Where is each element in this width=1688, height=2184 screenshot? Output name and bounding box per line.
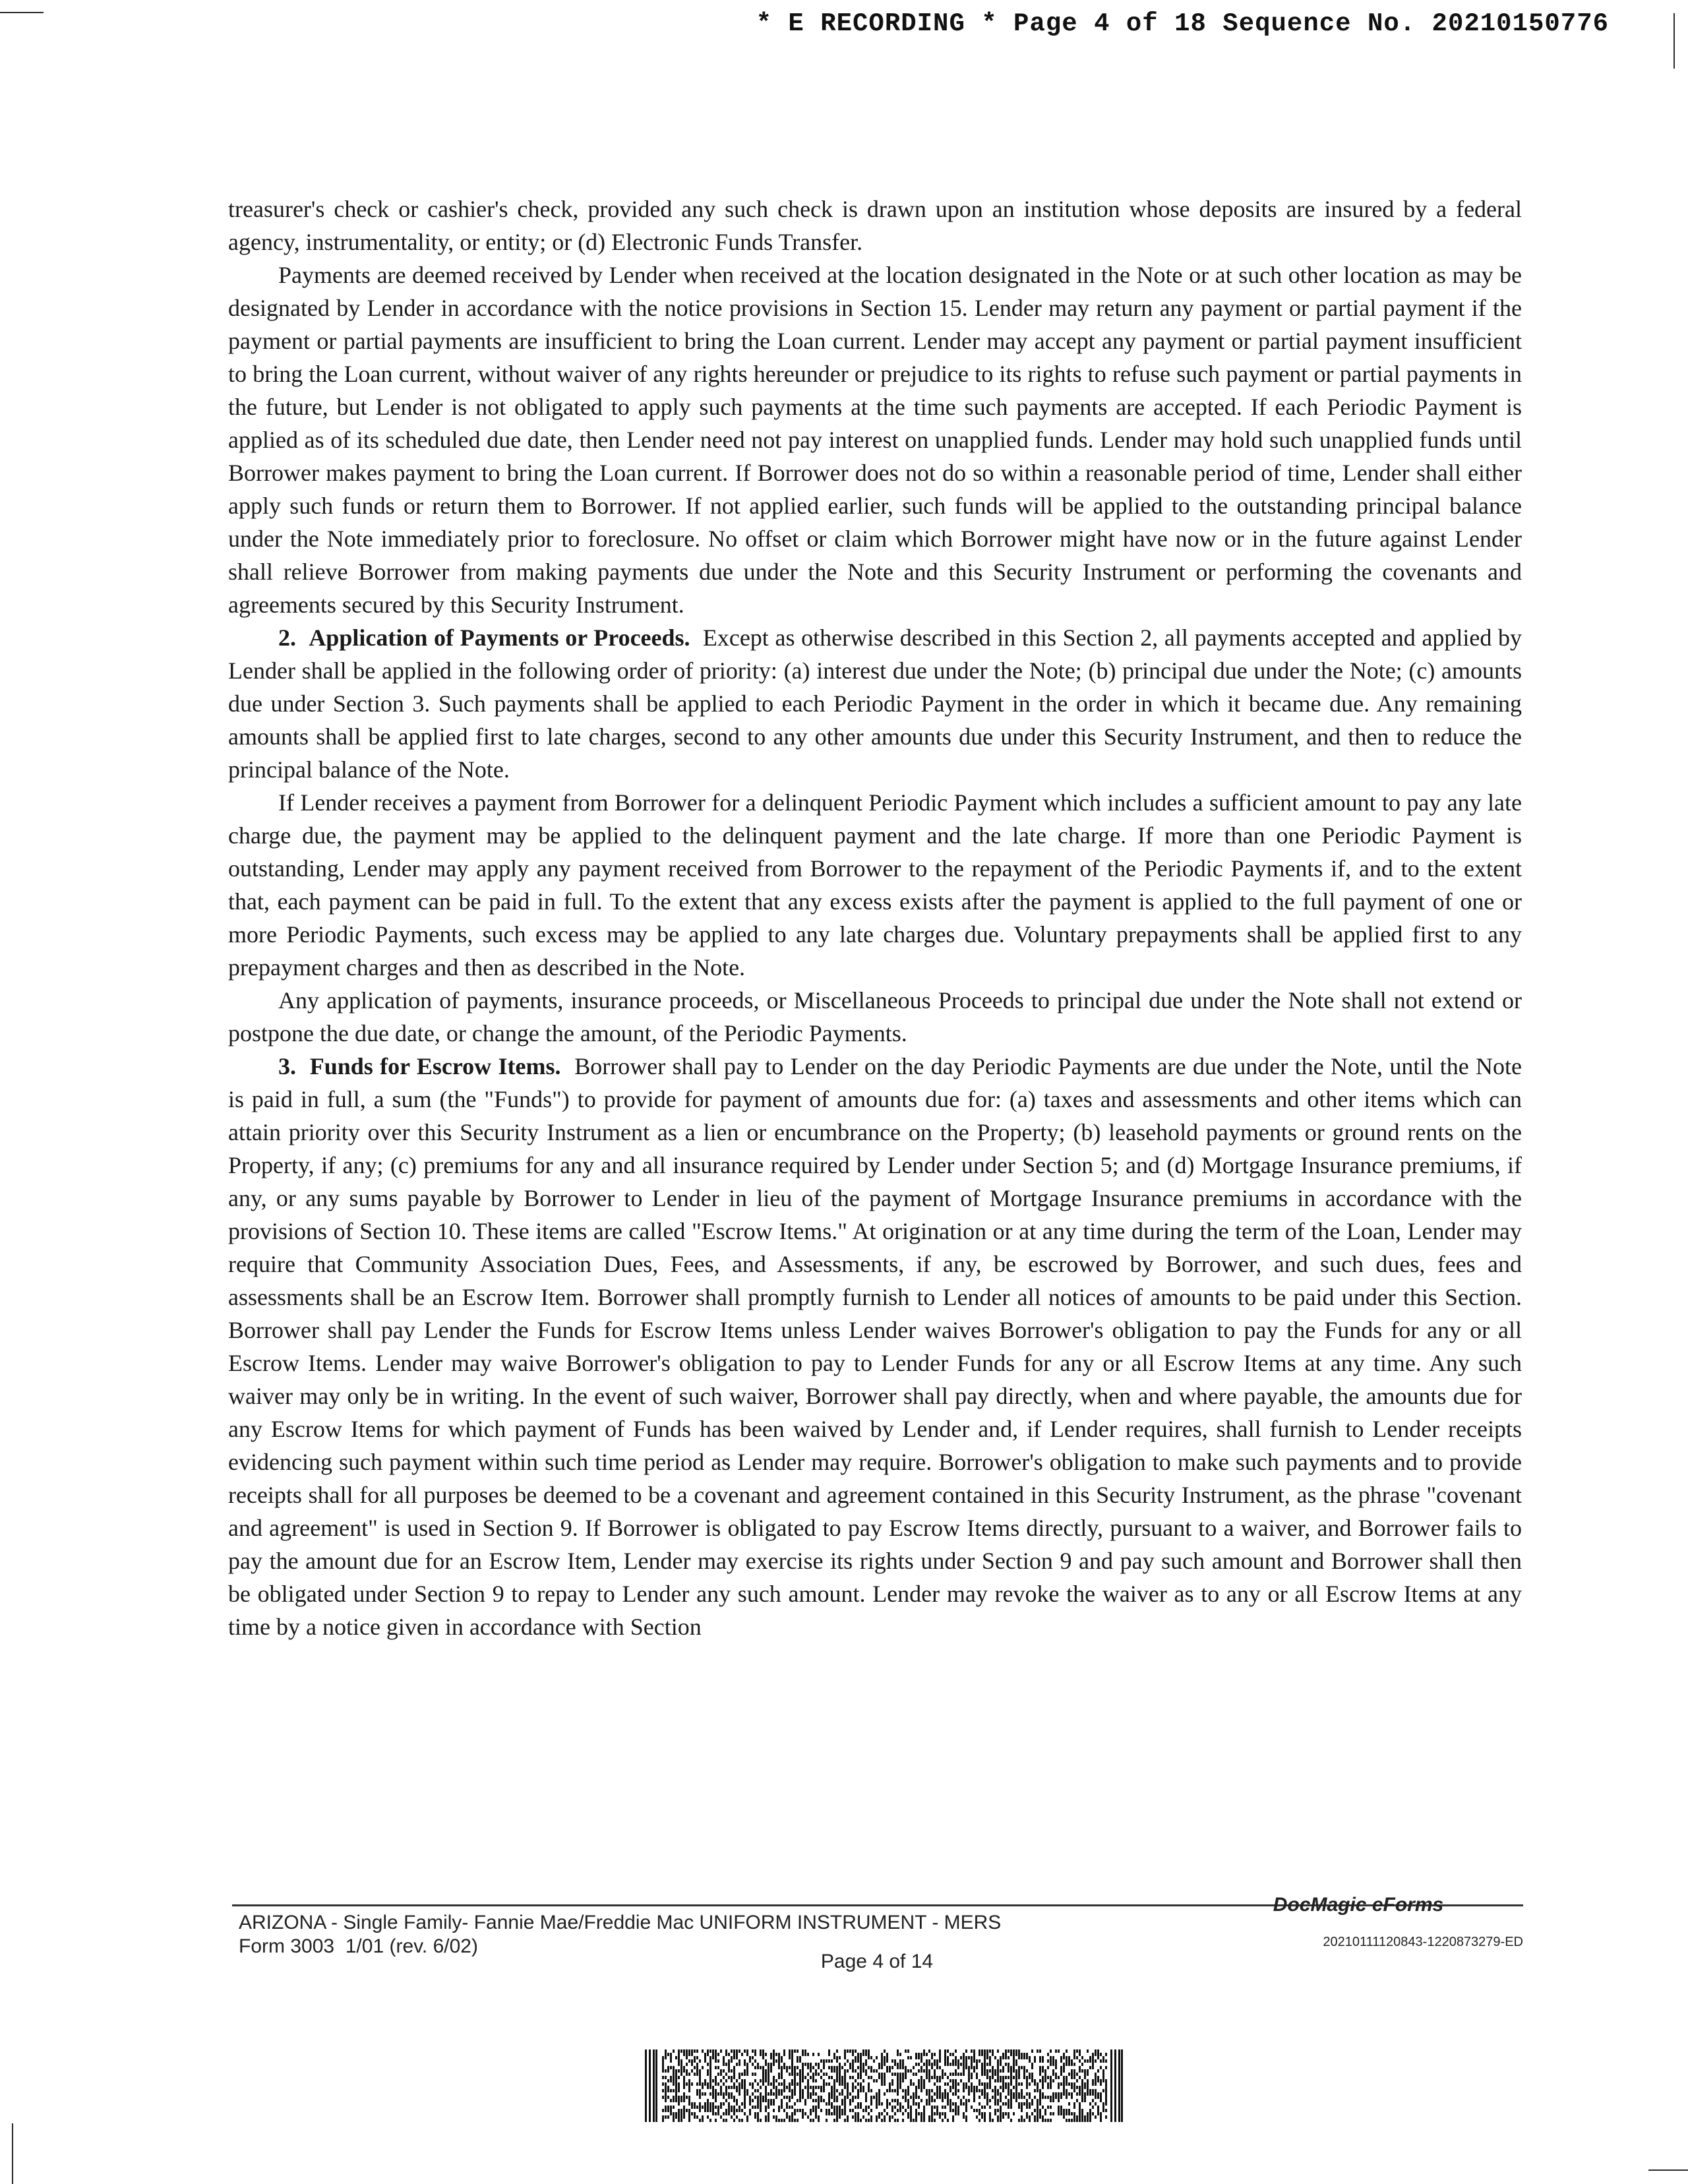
section-title: Funds for Escrow Items. bbox=[309, 1053, 561, 1079]
form-number: Form 3003 1/01 (rev. 6/02) bbox=[239, 1935, 478, 1957]
paragraph-delinquent-payment: If Lender receives a payment from Borrower for a delinquent Periodic Payment which includes a sufficient amount to pay any late charge due, the payment may be applied to the delinquent payment and the late charge. If more than one Periodic Payment is outstanding, Lender may apply any payment received from Borrower to the repayment of the Periodic Payments if, and to the extent that, each payment can be paid in full. To the extent that any excess exists after the payment is applied to the full payment of one or more Periodic Payments, such excess may be applied to any late charges due. Voluntary prepayments shall be applied first to any prepayment charges and then as described in the Note. bbox=[228, 789, 1522, 981]
paragraph-application-proceeds: Any application of payments, insurance proceeds, or Miscellaneous Proceeds to principal due under the Note shall not extend or postpone the due date, or change the amount, of the Periodic Payments. bbox=[228, 987, 1522, 1046]
scan-mark-bottom-right bbox=[1648, 2169, 1688, 2171]
docmagic-brand: DocMagic eForms bbox=[1273, 1894, 1444, 1916]
form-title: ARIZONA - Single Family- Fannie Mae/Freddie Mac UNIFORM INSTRUMENT - MERS bbox=[239, 1912, 1002, 1933]
scan-mark-bottom-left bbox=[12, 2123, 13, 2184]
barcode-image bbox=[645, 2049, 1124, 2122]
page-number: Page 4 of 14 bbox=[820, 1951, 934, 1972]
section-number: 2. bbox=[278, 624, 296, 651]
document-code: 20210111120843-1220873279-ED bbox=[1323, 1935, 1523, 1949]
section-title: Application of Payments or Proceeds. bbox=[309, 624, 690, 651]
recording-header: * E RECORDING * Page 4 of 18 Sequence No. 20210150776 bbox=[756, 9, 1609, 38]
section-text: Except as otherwise described in this Section 2, all payments accepted and applied by Lender shall be applied in the following order of priority: (a) interest due under the Note; (b) principal due under the Note; (c) amounts due under Section 3. Such payments shall be applied to each Periodic Payment in the order in which it became due. Any remaining amounts shall be applied first to late charges, second to any other amounts due under this Security Instrument, and then to reduce the principal balance of the Note. bbox=[228, 624, 1522, 783]
section-3-funds-for-escrow bbox=[228, 1050, 1522, 1643]
section-2-application-of-payments bbox=[228, 621, 1522, 786]
paragraph-payments-received: Payments are deemed received by Lender when received at the location designated in the Note or at such other location as may be designated by Lender in accordance with the notice provisions in Section 15. Lender may return any payment or partial payment if the payment or partial payments are insufficient to bring the Loan current. Lender may accept any payment or partial payment insufficient to bring the Loan current, without waiver of any rights hereunder or prejudice to its rights to refuse such payment or partial payments in the future, but Lender is not obligated to apply such payments at the time such payments are accepted. If each Periodic Payment is applied as of its scheduled due date, then Lender need not pay interest on unapplied funds. Lender may hold such unapplied funds until Borrower makes payment to bring the Loan current. If Borrower does not do so within a reasonable period of time, Lender shall either apply such funds or return them to Borrower. If not applied earlier, such funds will be applied to the outstanding principal balance under the Note immediately prior to foreclosure. No offset or claim which Borrower might have now or in the future against Lender shall relieve Borrower from making payments due under the Note and this Security Instrument or performing the covenants and agreements secured by this Security Instrument. bbox=[228, 262, 1522, 618]
section-text: Borrower shall pay to Lender on the day Periodic Payments are due under the Note, until the Note is paid in full, a sum (the "Funds") to provide for payment of amounts due for: (a) taxes and assessments and other items which can attain priority over this Security Instrument as a lien or encumbrance on the Property; (b) leasehold payments or ground rents on the Property, if any; (c) premiums for any and all insurance required by Lender under Section 5; and (d) Mortgage Insurance premiums, if any, or any sums payable by Borrower to Lender in lieu of the payment of Mortgage Insurance premiums in accordance with the provisions of Section 10. These items are called "Escrow Items." At origination or at any time during the term of the Loan, Lender may require that Community Association Dues, Fees, and Assessments, if any, be escrowed by Borrower, and such dues, fees and assessments shall be an Escrow Item. Borrower shall promptly furnish to Lender all notices of amounts to be paid under this Section. Borrower shall pay Lender the Funds for Escrow Items unless Lender waives Borrower's obligation to pay the Funds for any or all Escrow Items. Lender may waive Borrower's obligation to pay to Lender Funds for any or all Escrow Items at any time. Any such waiver may only be in writing. In the event of such waiver, Borrower shall pay directly, when and where payable, the amounts due for any Escrow Items for which payment of Funds has been waived by Lender and, if Lender requires, shall furnish to Lender receipts evidencing such payment within such time period as Lender may require. Borrower's obligation to make such payments and to provide receipts shall for all purposes be deemed to be a covenant and agreement contained in this Security Instrument, as the phrase "covenant and agreement" is used in Section 9. If Borrower is obligated to pay Escrow Items directly, pursuant to a waiver, and Borrower fails to pay the amount due for an Escrow Item, Lender may exercise its rights under Section 9 and pay such amount and Borrower shall then be obligated under Section 9 to repay to Lender any such amount. Lender may revoke the waiver as to any or all Escrow Items at any time by a notice given in accordance with Section bbox=[228, 1053, 1522, 1640]
section-number: 3. bbox=[278, 1053, 296, 1079]
scan-mark-top-right bbox=[1673, 13, 1675, 69]
paragraph-check-types: treasurer's check or cashier's check, provided any such check is drawn upon an institution whose deposits are insured by a federal agency, instrumentality, or entity; or (d) Electronic Funds Transfer. bbox=[228, 196, 1522, 255]
document-body bbox=[228, 193, 1522, 1643]
